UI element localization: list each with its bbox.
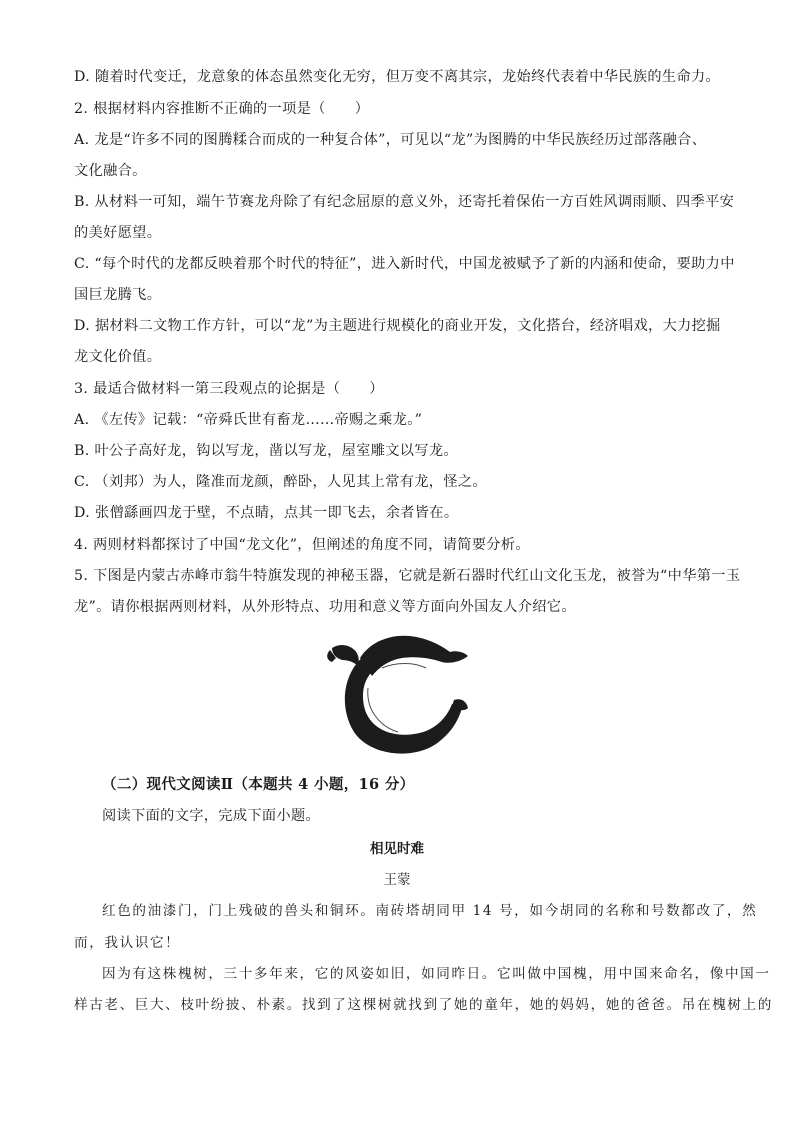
question-3-stem: 3. 最适合做材料一第三段观点的论据是（ ） xyxy=(74,381,384,397)
question-2-option-d: D. 据材料二文物工作方针，可以“龙”为主题进行规模化的商业开发，文化搭台，经济唱戏，大力挖掘 xyxy=(74,318,721,334)
question-3-option-d: D. 张僧繇画四龙于壁，不点睛，点其一即飞去，余者皆在。 xyxy=(74,505,459,521)
question-3-option-b: B. 叶公子高好龙，钩以写龙，凿以写龙，屋室雕文以写龙。 xyxy=(74,443,458,459)
question-2-option-b: B. 从材料一可知，端午节赛龙舟除了有纪念屈原的意义外，还寄托着保佑一方百姓风调雨顺、四季平安 xyxy=(74,194,735,210)
reading-instruction: 阅读下面的文字，完成下面小题。 xyxy=(102,808,321,824)
question-5-stem: 5. 下图是内蒙古赤峰市翁牛特旗发现的神秘玉器，它就是新石器时代红山文化玉龙，被誉为“中华第一玉 xyxy=(74,568,741,584)
story-paragraph-1-cont: 而，我认识它！ xyxy=(74,935,181,951)
question-3-option-a: A. 《左传》记载：“帝舜氏世有畜龙……帝赐之乘龙。” xyxy=(74,412,423,428)
story-author: 王蒙 xyxy=(383,872,411,888)
question-2-option-a: A. 龙是“许多不同的图腾糅合而成的一种复合体”，可见以“龙”为图腾的中华民族经历过部落融合、 xyxy=(74,132,707,148)
section-title: （二）现代文阅读Ⅱ（本题共 4 小题，16 分） xyxy=(102,776,415,793)
question-2-option-c-cont: 国巨龙腾飞。 xyxy=(74,287,162,303)
question-5-stem-cont: 龙”。请你根据两则材料，从外形特点、功用和意义等方面向外国友人介绍它。 xyxy=(74,599,576,615)
story-title: 相见时难 xyxy=(370,841,424,857)
question-4-stem: 4. 两则材料都探讨了中国“龙文化”，但阐述的角度不同，请简要分析。 xyxy=(74,537,530,553)
question-2-option-a-cont: 文化融合。 xyxy=(74,163,147,179)
question-3-option-c: C. （刘邦）为人，隆准而龙颜，醉卧，人见其上常有龙，怪之。 xyxy=(74,474,487,490)
story-paragraph-2: 因为有这株槐树，三十多年来，它的风姿如旧，如同昨日。它叫做中国槐，用中国来命名，像中国一 xyxy=(102,966,771,982)
option-1-d: D. 随着时代变迁，龙意象的体态虽然变化无穷，但万变不离其宗，龙始终代表着中华民族的生命力。 xyxy=(74,69,721,85)
question-2-option-d-cont: 龙文化价值。 xyxy=(74,349,162,365)
story-paragraph-2-cont: 样古老、巨大、枝叶纷披、朴素。找到了这棵树就找到了她的童年，她的妈妈，她的爸爸。吊在槐树上的 xyxy=(74,997,773,1013)
story-paragraph-1: 红色的油漆门，门上残破的兽头和铜环。南砖塔胡同甲 14 号，如今胡同的名称和号数都改了，然 xyxy=(102,903,758,919)
question-2-stem: 2. 根据材料内容推断不正确的一项是（ ） xyxy=(74,101,370,117)
question-2-option-b-cont: 的美好愿望。 xyxy=(74,225,162,241)
question-2-option-c: C. “每个时代的龙都反映着那个时代的特征”，进入新时代，中国龙被赋予了新的内涵和使命，要助力中 xyxy=(74,256,735,272)
jade-dragon-c-icon xyxy=(324,628,470,760)
